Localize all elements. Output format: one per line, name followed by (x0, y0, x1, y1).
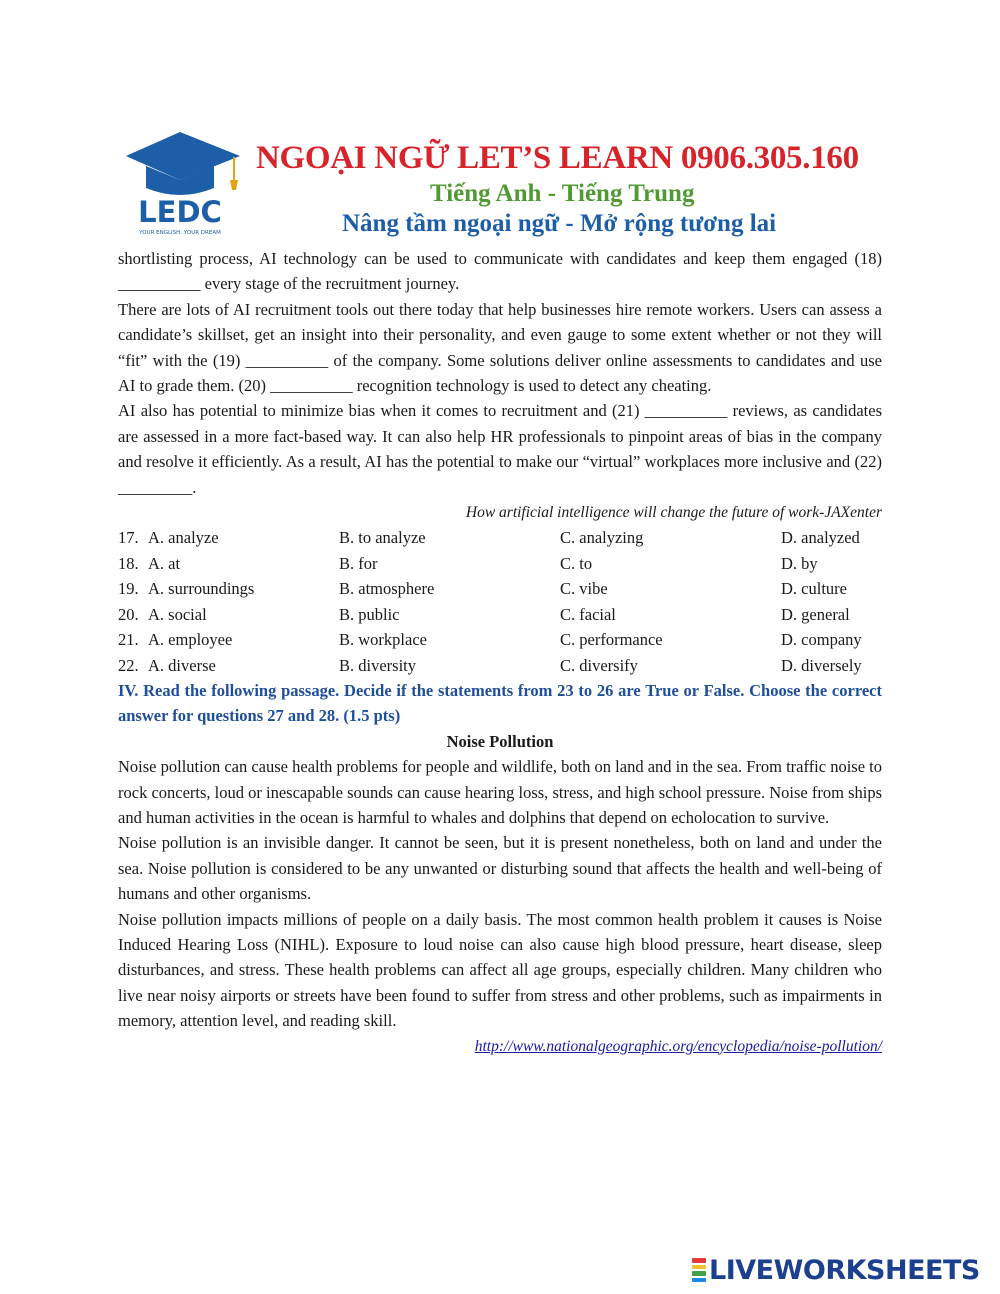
option-b: B. workplace (339, 630, 427, 650)
option-a: A. diverse (148, 655, 216, 675)
passage-paragraph: Noise pollution is an invisible danger. It cannot be seen, but it is present nonetheless, both on land and under the sea. Noise pollution is considered to be any unwanted or disturbing sound that affects the health and well-being of humans and other organisms. (118, 833, 882, 904)
option-a: A. social (148, 604, 207, 624)
letterhead (118, 128, 898, 240)
passage-paragraph: Noise pollution can cause health problems for people and wildlife, both on land and in the sea. From traffic noise to rock concerts, loud or inescapable sounds can cause hearing loss, stress, and high school pressure. Noise from ships and human activities in the ocean is harmful to whales and dolphins that depend on echolocation to survive. (118, 757, 883, 827)
option-d: D. by (781, 553, 818, 573)
brand-slogan: Nâng tầm ngoại ngữ - Mở rộng tương lai (342, 210, 777, 237)
option-d: D. analyzed (781, 528, 860, 548)
option-b: B. public (339, 604, 400, 624)
option-d: D. general (781, 604, 850, 624)
option-b: B. atmosphere (339, 579, 435, 599)
option-a: A. surroundings (148, 579, 255, 599)
passage-paragraph: AI also has potential to minimize bias when it comes to recruitment and (21) __________ reviews, as candidates are assessed in a more fact-based way. It can also help HR professionals to pinpoint areas of bias in the company and resolve it efficiently. As a result, AI has the potential to make our “virtual” workplaces more inclusive and (22) _________. (118, 401, 882, 497)
question-number: 18. (118, 553, 139, 573)
option-b: B. to analyze (339, 528, 426, 548)
question-number: 19. (118, 579, 139, 599)
option-a: A. analyze (148, 528, 219, 548)
question-row (118, 602, 882, 627)
option-c: C. vibe (560, 579, 608, 599)
option-c: C. to (560, 553, 593, 573)
option-c: C. diversify (560, 655, 638, 675)
passage-paragraph: Noise pollution impacts millions of people on a daily basis. The most common health problem it causes is Noise Induced Hearing Loss (NIHL). Exposure to loud noise can also cause high blood pressure, heart disease, sleep disturbances, and stress. These health problems can affect all age groups, especially children. Many children who live near noisy airports or streets have been found to suffer from stress and other problems, such as impairments in memory, attention level, and reading skill. (118, 909, 882, 1031)
option-d: D. company (781, 630, 862, 650)
passage-paragraph: shortlisting process, AI technology can be used to communicate with candidates and keep them engaged (18) __________ every stage of the recruitment journey. (118, 249, 882, 294)
question-number: 22. (118, 655, 139, 675)
option-b: B. diversity (339, 655, 416, 675)
option-c: C. analyzing (560, 528, 644, 548)
brand-subtitle-languages: Tiếng Anh - Tiếng Trung (430, 180, 695, 207)
passage-title: Noise Pollution (446, 731, 554, 751)
option-c: C. performance (560, 630, 663, 650)
option-a: A. at (148, 553, 181, 573)
question-number: 21. (118, 630, 139, 650)
passage-paragraph: There are lots of AI recruitment tools out there today that help businesses hire remote workers. Users can assess a candidate’s skillset, get an insight into their personality, and even gauge to some extent whether or not they will “fit” with the (19) __________ of the company. Some solutions deliver online assessments to candidates and use AI to grade them. (20) __________ recognition technology is used to detect any cheating. (118, 299, 882, 396)
question-row (118, 627, 882, 652)
worksheet-body (118, 246, 882, 1059)
question-row (118, 576, 882, 601)
liveworksheets-icon (692, 1257, 706, 1283)
question-row (118, 653, 882, 678)
ledc-logo (118, 128, 248, 240)
option-b: B. for (339, 553, 378, 573)
question-row (118, 525, 882, 550)
option-d: D. culture (781, 579, 847, 599)
question-number: 17. (118, 528, 139, 548)
question-row (118, 551, 882, 576)
liveworksheets-wordmark: LIVEWORKSHEETS (709, 1254, 980, 1286)
section-instruction: IV. Read the following passage. Decide if the statements from 23 to 26 are True or False. Choose the correct answer for questions 27 and 28. (1.5 pts) (118, 680, 882, 726)
brand-title: NGOẠI NGỮ LET’S LEARN 0906.305.160 (256, 140, 859, 176)
option-d: D. diversely (781, 655, 862, 675)
option-a: A. employee (148, 630, 233, 650)
logo-text: LEDC (138, 195, 222, 229)
logo-tagline: YOUR ENGLISH, YOUR DREAM (139, 230, 221, 236)
liveworksheets-brand (692, 1254, 980, 1286)
option-c: C. facial (560, 604, 616, 624)
source-link[interactable]: http://www.nationalgeographic.org/encyclopedia/noise-pollution/ (474, 1037, 882, 1055)
passage-source: How artificial intelligence will change the future of work-JAXenter (465, 504, 882, 522)
question-number: 20. (118, 604, 139, 624)
